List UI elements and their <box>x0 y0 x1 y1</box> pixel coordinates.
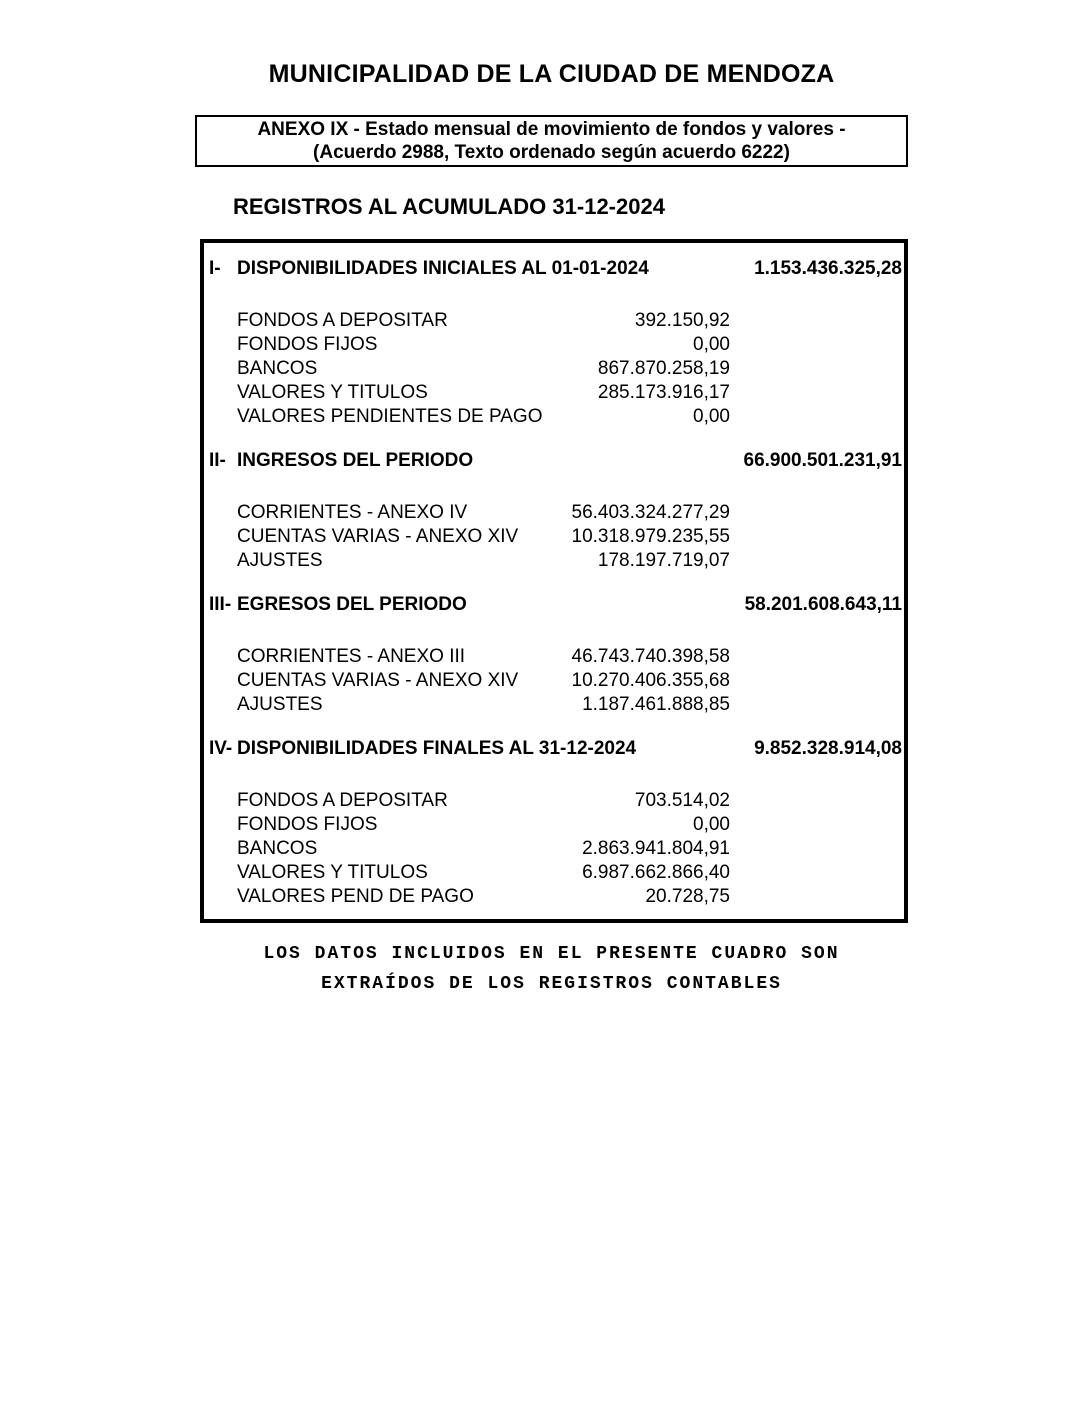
row-label: FONDOS A DEPOSITAR <box>237 310 448 331</box>
row-label: FONDOS FIJOS <box>237 814 378 835</box>
row-value: 285.173.916,17 <box>597 382 730 403</box>
row-value: 6.987.662.866,40 <box>582 862 730 883</box>
row-label: VALORES Y TITULOS <box>237 862 428 883</box>
table-row <box>204 381 904 405</box>
section-title: INGRESOS DEL PERIODO <box>237 450 474 471</box>
row-label: CUENTAS VARIAS - ANEXO XIV <box>237 526 519 547</box>
period-heading: REGISTROS AL ACUMULADO 31-12-2024 <box>233 194 665 219</box>
section-header <box>204 593 904 617</box>
table-row <box>204 837 904 861</box>
table-row <box>204 309 904 333</box>
row-label: FONDOS FIJOS <box>237 334 378 355</box>
row-value: 56.403.324.277,29 <box>571 502 730 523</box>
section-total: 9.852.328.914,08 <box>754 738 902 759</box>
row-label: AJUSTES <box>237 694 323 715</box>
row-value: 10.270.406.355,68 <box>571 670 730 691</box>
document-title: MUNICIPALIDAD DE LA CIUDAD DE MENDOZA <box>268 60 835 88</box>
anexo-header-box <box>195 115 908 167</box>
section-title: DISPONIBILIDADES INICIALES AL 01-01-2024 <box>237 258 649 279</box>
table-row <box>204 789 904 813</box>
section-total: 1.153.436.325,28 <box>754 258 902 279</box>
row-value: 703.514,02 <box>634 790 730 811</box>
table-row <box>204 405 904 429</box>
row-label: VALORES PEND DE PAGO <box>237 886 474 907</box>
table-row <box>204 645 904 669</box>
table-row <box>204 813 904 837</box>
table-row <box>204 525 904 549</box>
row-value: 178.197.719,07 <box>597 550 730 571</box>
row-label: AJUSTES <box>237 550 323 571</box>
row-label: CUENTAS VARIAS - ANEXO XIV <box>237 670 519 691</box>
section-title: DISPONIBILIDADES FINALES AL 31-12-2024 <box>237 738 637 759</box>
section-numeral: II- <box>209 450 226 471</box>
row-label: CORRIENTES - ANEXO III <box>237 646 466 667</box>
section-total: 58.201.608.643,11 <box>744 594 902 615</box>
table-row <box>204 693 904 717</box>
section-header <box>204 737 904 761</box>
footer-line-2: EXTRAÍDOS DE LOS REGISTROS CONTABLES <box>321 974 782 994</box>
row-label: VALORES Y TITULOS <box>237 382 428 403</box>
section-disponibilidades-finales <box>204 737 904 909</box>
section-egresos <box>204 593 904 717</box>
table-row <box>204 333 904 357</box>
row-label: BANCOS <box>237 358 318 379</box>
row-label: FONDOS A DEPOSITAR <box>237 790 448 811</box>
footer-line-1: LOS DATOS INCLUIDOS EN EL PRESENTE CUADRO SON <box>263 944 840 964</box>
row-value: 392.150,92 <box>634 310 730 331</box>
row-value: 0,00 <box>693 406 730 427</box>
anexo-line-1: ANEXO IX - Estado mensual de movimiento de fondos y valores - <box>257 119 846 140</box>
table-row <box>204 669 904 693</box>
row-value: 0,00 <box>693 334 730 355</box>
table-row <box>204 501 904 525</box>
row-value: 46.743.740.398,58 <box>571 646 730 667</box>
row-value: 867.870.258,19 <box>597 358 730 379</box>
table-row <box>204 885 904 909</box>
section-ingresos <box>204 449 904 573</box>
section-numeral: IV- <box>209 738 233 759</box>
section-numeral: III- <box>209 594 232 615</box>
section-header <box>204 257 904 281</box>
table-row <box>204 549 904 573</box>
table-row <box>204 357 904 381</box>
row-value: 1.187.461.888,85 <box>582 694 730 715</box>
section-title: EGRESOS DEL PERIODO <box>237 594 467 615</box>
row-label: BANCOS <box>237 838 318 859</box>
section-total: 66.900.501.231,91 <box>743 450 902 471</box>
row-value: 2.863.941.804,91 <box>582 838 730 859</box>
section-disponibilidades-iniciales <box>204 257 904 429</box>
row-value: 0,00 <box>693 814 730 835</box>
footer-note <box>195 939 908 999</box>
section-numeral: I- <box>209 258 221 279</box>
table-row <box>204 861 904 885</box>
statement-box <box>200 239 908 923</box>
row-label: CORRIENTES - ANEXO IV <box>237 502 468 523</box>
document-content <box>195 0 908 999</box>
anexo-line-2: (Acuerdo 2988, Texto ordenado según acuerdo 6222) <box>313 142 790 163</box>
section-header <box>204 449 904 473</box>
row-label: VALORES PENDIENTES DE PAGO <box>237 406 543 427</box>
row-value: 20.728,75 <box>645 886 730 907</box>
row-value: 10.318.979.235,55 <box>571 526 730 547</box>
